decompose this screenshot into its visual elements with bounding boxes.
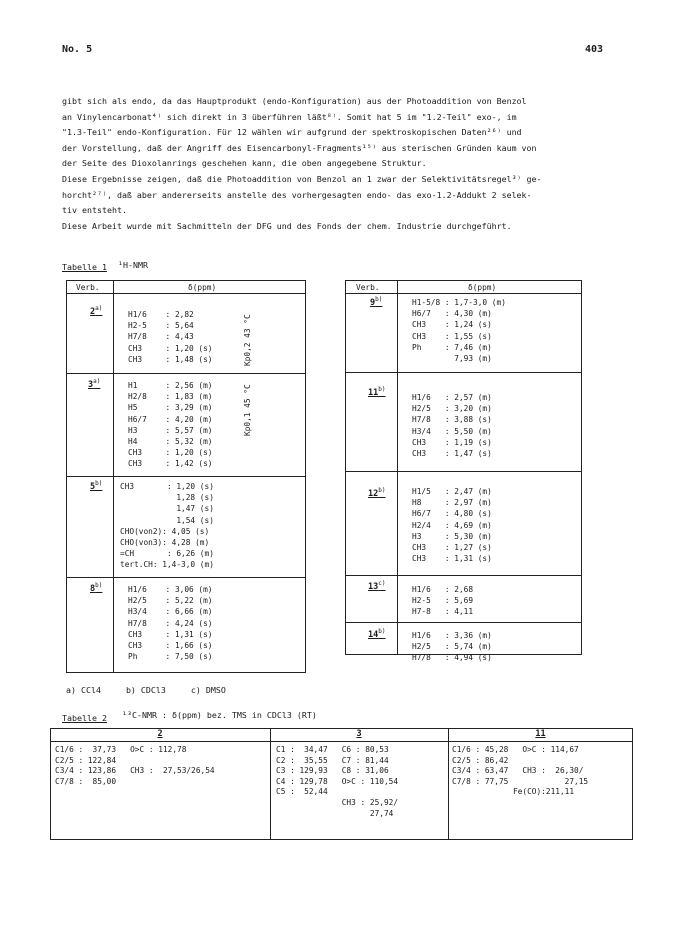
body-line: tiv entsteht.	[62, 205, 127, 216]
body-line: horcht²⁷⁾, daß aber andererseits anstelle des vorhergesagten endo- das exo-1.2-Addukt 2 selek-	[62, 189, 532, 200]
table2-col-11: 11	[535, 729, 546, 739]
compound-13: 13$^{c)}$	[368, 580, 386, 592]
table1-label: Tabelle 1	[62, 262, 107, 272]
compound-8: 8$^{b)}$	[90, 582, 103, 594]
table1-left-verb-header: Verb.	[76, 283, 100, 292]
table1-title: ¹H-NMR	[118, 260, 148, 270]
nmr-shifts: H1-5/8 : 1,7-3,0 (m) H6/7 : 4,30 (m) CH3 : 1,24 (s) CH3 : 1,55 (s) Ph : 7,46 (m) 7,93 (m)	[412, 298, 506, 364]
nmr-shifts: H1/6 : 2,57 (m) H2/5 : 3,20 (m) H7/8 : 3,88 (s) H3/4 : 5,50 (m) CH3 : 1,19 (s) CH3 : 1,47 (s)	[412, 393, 492, 459]
body-line: "1.3-Teil" endo-Konfiguration. Für 12 wählen wir aufgrund der spektroskopischen Daten²⁶⁾ und	[62, 127, 522, 138]
body-line: der Vorstellung, daß der Angriff des Eisencarbonyl-Fragments¹⁵⁾ aus sterischen Gründen kaum von	[62, 142, 537, 153]
table2-col-2: 2	[157, 729, 163, 739]
table1-right-verb-header: Verb.	[356, 283, 380, 292]
compound-11: 11$^{b)}$	[368, 386, 386, 398]
nmr-shifts: H1/5 : 2,47 (m) H8 : 2,97 (m) H6/7 : 4,80 (s) H2/4 : 4,69 (m) H3 : 5,30 (m) CH3 : 1,27 (s) CH3 : 1,31 (s)	[412, 487, 492, 564]
nmr-shifts: H1/6 : 3,06 (m) H2/5 : 5,22 (m) H3/4 : 6,66 (m) H7/8 : 4,24 (s) CH3 : 1,31 (s) CH3 : 1,66 (s) Ph : 7,50 (s)	[128, 585, 213, 662]
nmr-shifts: H1/6 : 2,68 H2-5 : 5,69 H7-8 : 4,11	[412, 585, 474, 617]
compound-12: 12$^{b)}$	[368, 487, 386, 499]
c13-shifts: C1/6 : 45,28 O>C : 114,67 C2/5 : 86,42 C3/4 : 63,47 CH3 : 26,30/ C7/8 : 77,75 27,15 Fe(CO):211,11	[452, 745, 589, 797]
table2-col-3: 3	[356, 729, 362, 739]
solvent-footnote: a) CCl4 b) CDCl3 c) DMSO	[66, 685, 226, 695]
compound-5: 5$^{b)}$	[90, 480, 103, 492]
page-number: 403	[585, 44, 604, 55]
nmr-shifts: H1/6 : 2,82 H2-5 : 5,64 H7/8 : 4,43 CH3 : 1,20 (s) CH3 : 1,48 (s)	[128, 310, 213, 364]
body-line: gibt sich als endo, da das Hauptprodukt (endo-Konfiguration) aus der Photoaddition von Benzol	[62, 96, 527, 106]
boiling-point: Kp0,2 43 °C	[243, 314, 252, 366]
table2-label: Tabelle 2	[62, 713, 107, 723]
body-line: Diese Arbeit wurde mit Sachmitteln der DFG und des Fonds der chem. Industrie durchgeführt.	[62, 220, 512, 231]
compound-3: 3$^{a)}$	[88, 378, 101, 390]
journal-number: No. 5	[62, 44, 93, 55]
c13-shifts: C1/6 : 37,73 O>C : 112,78 C2/5 : 122,84 C3/4 : 123,86 CH3 : 27,53/26,54 C7/8 : 85,00	[55, 745, 215, 786]
table1-right-delta-header: δ(ppm)	[468, 283, 497, 292]
table1-left-delta-header: δ(ppm)	[188, 283, 217, 292]
body-line: an Vinylencarbonat⁴⁾ sich direkt in 3 überführen läßt⁸⁾. Somit hat 5 im "1.2-Teil" exo-, im	[62, 111, 517, 122]
nmr-shifts: H1/6 : 3,36 (m) H2/5 : 5,74 (m) H7/8 : 4,94 (s)	[412, 631, 492, 663]
body-line: der Seite des Dioxolanrings geschehen kann, die oben angegebene Struktur.	[62, 158, 427, 169]
table2-title: ¹³C-NMR : δ(ppm) bez. TMS in CDCl3 (RT)	[122, 710, 317, 720]
compound-2: 2$^{a)}$	[90, 305, 103, 317]
boiling-point: Kp0,1 45 °C	[243, 384, 252, 436]
compound-9: 9$^{b)}$	[370, 296, 383, 308]
nmr-shifts: CH3 : 1,20 (s) 1,28 (s) 1,47 (s) 1,54 (s) CHO(von2): 4,05 (s) CHO(von3): 4,28 (m) =CH : 6,26 (m) tert.CH: 1,4-3,0 (m)	[120, 482, 214, 570]
body-line: Diese Ergebnisse zeigen, daß die Photoaddition von Benzol an 1 zwar der Selektivitätsregel³⁾ ge-	[62, 173, 542, 184]
c13-shifts: C1 : 34,47 C6 : 80,53 C2 : 35,55 C7 : 81,44 C3 : 129,93 C8 : 31,06 C4 : 129,78 O>C : 110,54 C5 : 52,44 CH3 : 25,92/ 27,74	[276, 745, 399, 818]
compound-14: 14$^{b)}$	[368, 628, 386, 640]
body-text	[62, 94, 622, 234]
nmr-shifts: H1 : 2,56 (m) H2/8 : 1,83 (m) H5 : 3,29 (m) H6/7 : 4,20 (m) H3 : 5,57 (m) H4 : 5,32 (m) CH3 : 1,20 (s) CH3 : 1,42 (s)	[128, 381, 213, 469]
